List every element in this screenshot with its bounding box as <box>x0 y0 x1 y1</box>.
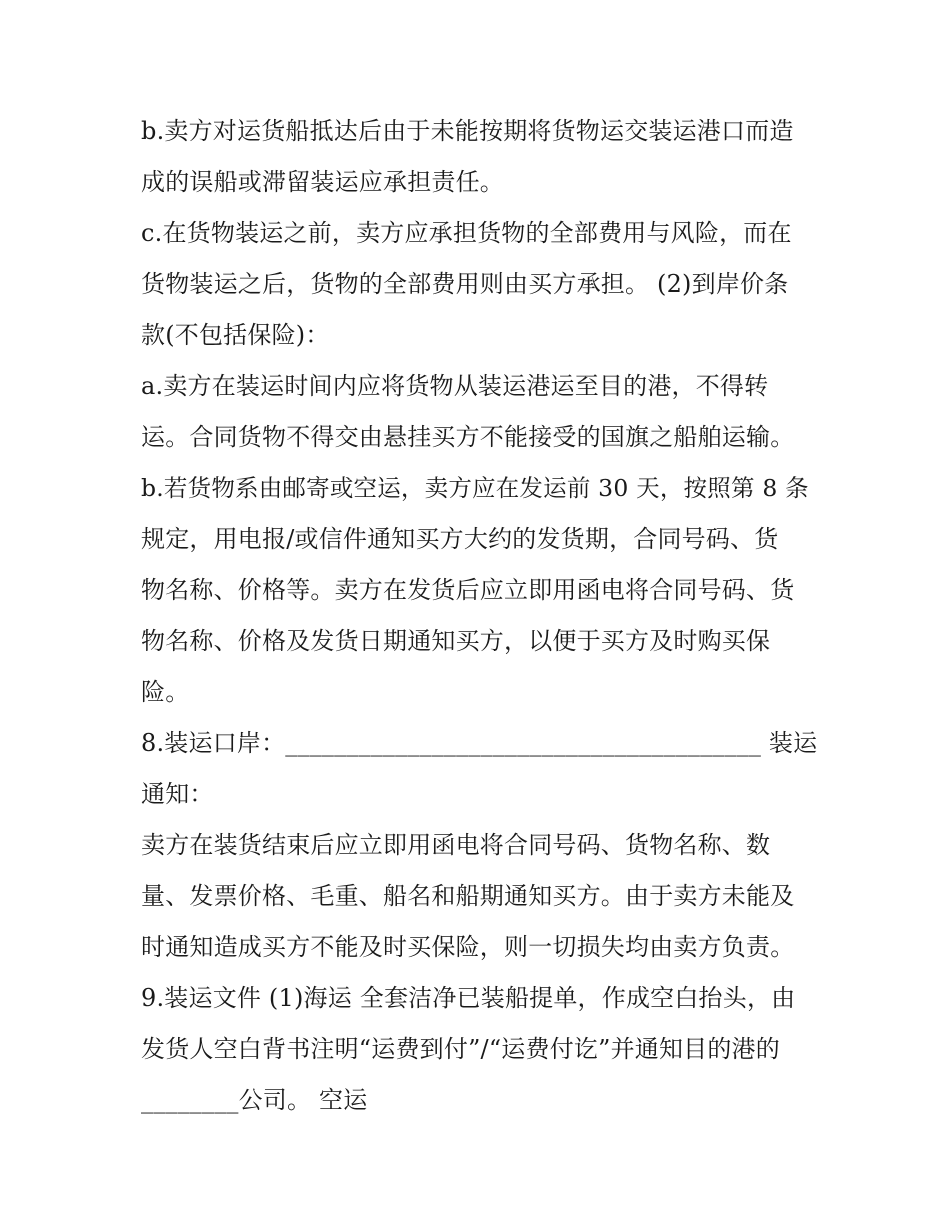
shipping-port-line: 8.装运口岸：_______________________________________ 装运 <box>141 729 818 757</box>
text-line: a.卖方在装运时间内应将货物从装运港运至目的港，不得转 <box>141 372 769 400</box>
document-body <box>141 106 821 1126</box>
text-line: b.若货物系由邮寄或空运，卖方应在发运前 30 天，按照第 8 条 <box>141 474 809 502</box>
text-line: 运。合同货物不得交由悬挂买方不能接受的国旗之船舶运输。 <box>141 423 795 451</box>
text-line: ________公司。 空运 <box>141 1086 368 1114</box>
text-line: 量、发票价格、毛重、船名和船期通知买方。由于卖方未能及 <box>141 882 795 910</box>
text-line: 9.装运文件 (1)海运 全套洁净已装船提单，作成空白抬头，由 <box>141 984 796 1012</box>
text-line: c.在货物装运之前，卖方应承担货物的全部费用与风险，而在 <box>141 219 792 247</box>
text-line: 规定，用电报/或信件通知买方大约的发货期，合同号码、货 <box>141 525 779 553</box>
text-line: 通知： <box>141 780 214 808</box>
text-line: 货物装运之后，货物的全部费用则由买方承担。 (2)到岸价条 <box>141 270 789 298</box>
text-line: 物名称、价格等。卖方在发货后应立即用函电将合同号码、货 <box>141 576 795 604</box>
text-line: 时通知造成买方不能及时买保险，则一切损失均由卖方负责。 <box>141 933 795 961</box>
text-line: 款(不包括保险)： <box>141 321 330 349</box>
text-line: 物名称、价格及发货日期通知买方，以便于买方及时购买保 <box>141 627 771 655</box>
text-line: 险。 <box>141 678 190 706</box>
text-line: 卖方在装货结束后应立即用函电将合同号码、货物名称、数 <box>141 831 771 859</box>
text-line: b.卖方对运货船抵达后由于未能按期将货物运交装运港口而造 <box>141 117 794 145</box>
text-line: 成的误船或滞留装运应承担责任。 <box>141 168 504 196</box>
text-line: 发货人空白背书注明“运费到付”/“运费付讫”并通知目的港的 <box>141 1035 780 1063</box>
